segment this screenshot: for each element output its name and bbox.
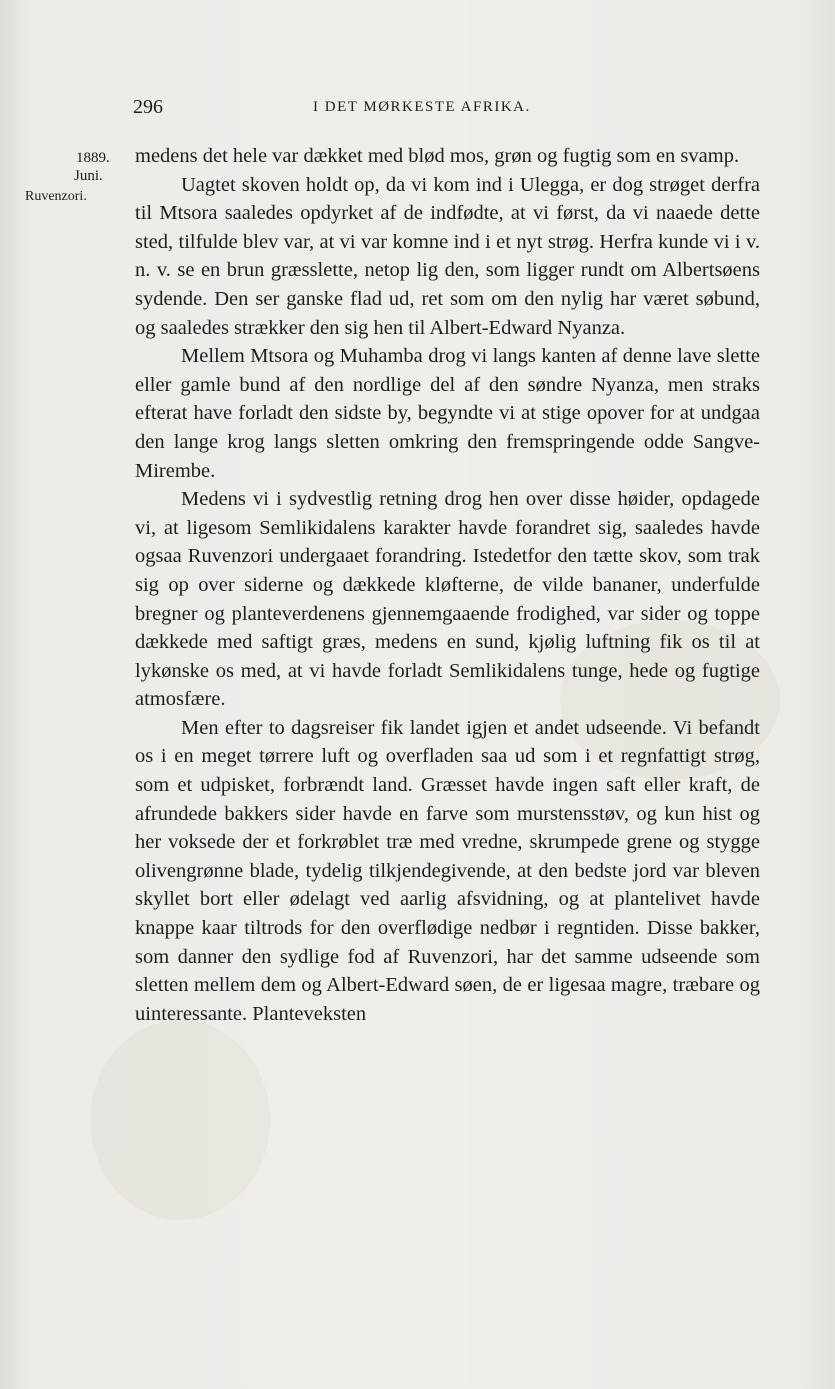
- page-header: [133, 96, 763, 120]
- paragraph-5: Men efter to dagsreiser fik landet igjen et andet udseende. Vi befandt os i en meget tørrere luft og overfladen saa ud som i et regnfattigt strøg, som et udpisket, forbrændt land. Græsset havde ingen saft eller kraft, de afrundede bakkers sider havde en farve som murstensstøv, og kun hist og her voksede der et forkrøblet træ med vredne, skrumpede grene og stygge olivengrønne blade, tydelig tilkjendegivende, at den bedste jord var bleven skyllet bort eller ødelagt ved aarlig afsvidning, og at plantelivet havde knappe kaar tiltrods for den overflødige nedbør i regntiden. Disse bakker, som danner den sydlige fod af Ruvenzori, har det samme udseende som sletten mellem dem og Albert-Edward søen, de er ligesaa magre, træbare og uinteressante. Planteveksten: [135, 716, 760, 1025]
- paragraph-4: Medens vi i sydvestlig retning drog hen over disse høider, opdagede vi, at ligesom Semlikidalens karakter havde forandret sig, saaledes havde ogsaa Ruvenzori undergaaet forandring. Istedetfor den tætte skov, som trak sig op over siderne og dækkede kløfterne, de vilde bananer, underfulde bregner og planteverdenens gjennemgaaende frodighed, var sider og toppe dækkede med saftigt græs, medens en sund, kjølig luftning fik os til at lykønske os med, at vi havde forladt Semlikidalens tunge, hede og fugtige atmosfære.: [135, 488, 760, 711]
- running-title: I DET MØRKESTE AFRIKA.: [313, 99, 531, 115]
- paragraph-1: medens det hele var dækket med blød mos, grøn og fugtig som en svamp.: [135, 145, 740, 167]
- body-text: [135, 142, 760, 1028]
- margin-note-place: Ruvenzori.: [25, 189, 87, 204]
- margin-note-month: Juni.: [74, 168, 103, 184]
- paragraph-2: Uagtet skoven holdt op, da vi kom ind i Ulegga, er dog strøget derfra til Mtsora saaledes opdyrket af de indfødte, at vi først, da vi naaede dette sted, tilfulde blev var, at vi var komne ind i et nyt strøg. Herfra kunde vi i v. n. v. se en brun græsslette, netop lig den, som ligger rundt om Albertsøens sydende. Den ser ganske flad ud, ret som om den nylig har været søbund, og saaledes strækker den sig hen til Albert-Edward Nyanza.: [135, 173, 760, 339]
- margin-note-year: 1889.: [76, 150, 110, 166]
- paragraph-3: Mellem Mtsora og Muhamba drog vi langs kanten af denne lave slette eller gamle bund af den nordlige del af den søndre Nyanza, men straks efterat have forladt den sidste by, begyndte vi at stige opover for at undgaa den lange krog langs sletten omkring den fremspringende odde Sangve-Mirembe.: [135, 345, 760, 482]
- paper-stain: [90, 1020, 270, 1220]
- page-number: 296: [133, 96, 163, 118]
